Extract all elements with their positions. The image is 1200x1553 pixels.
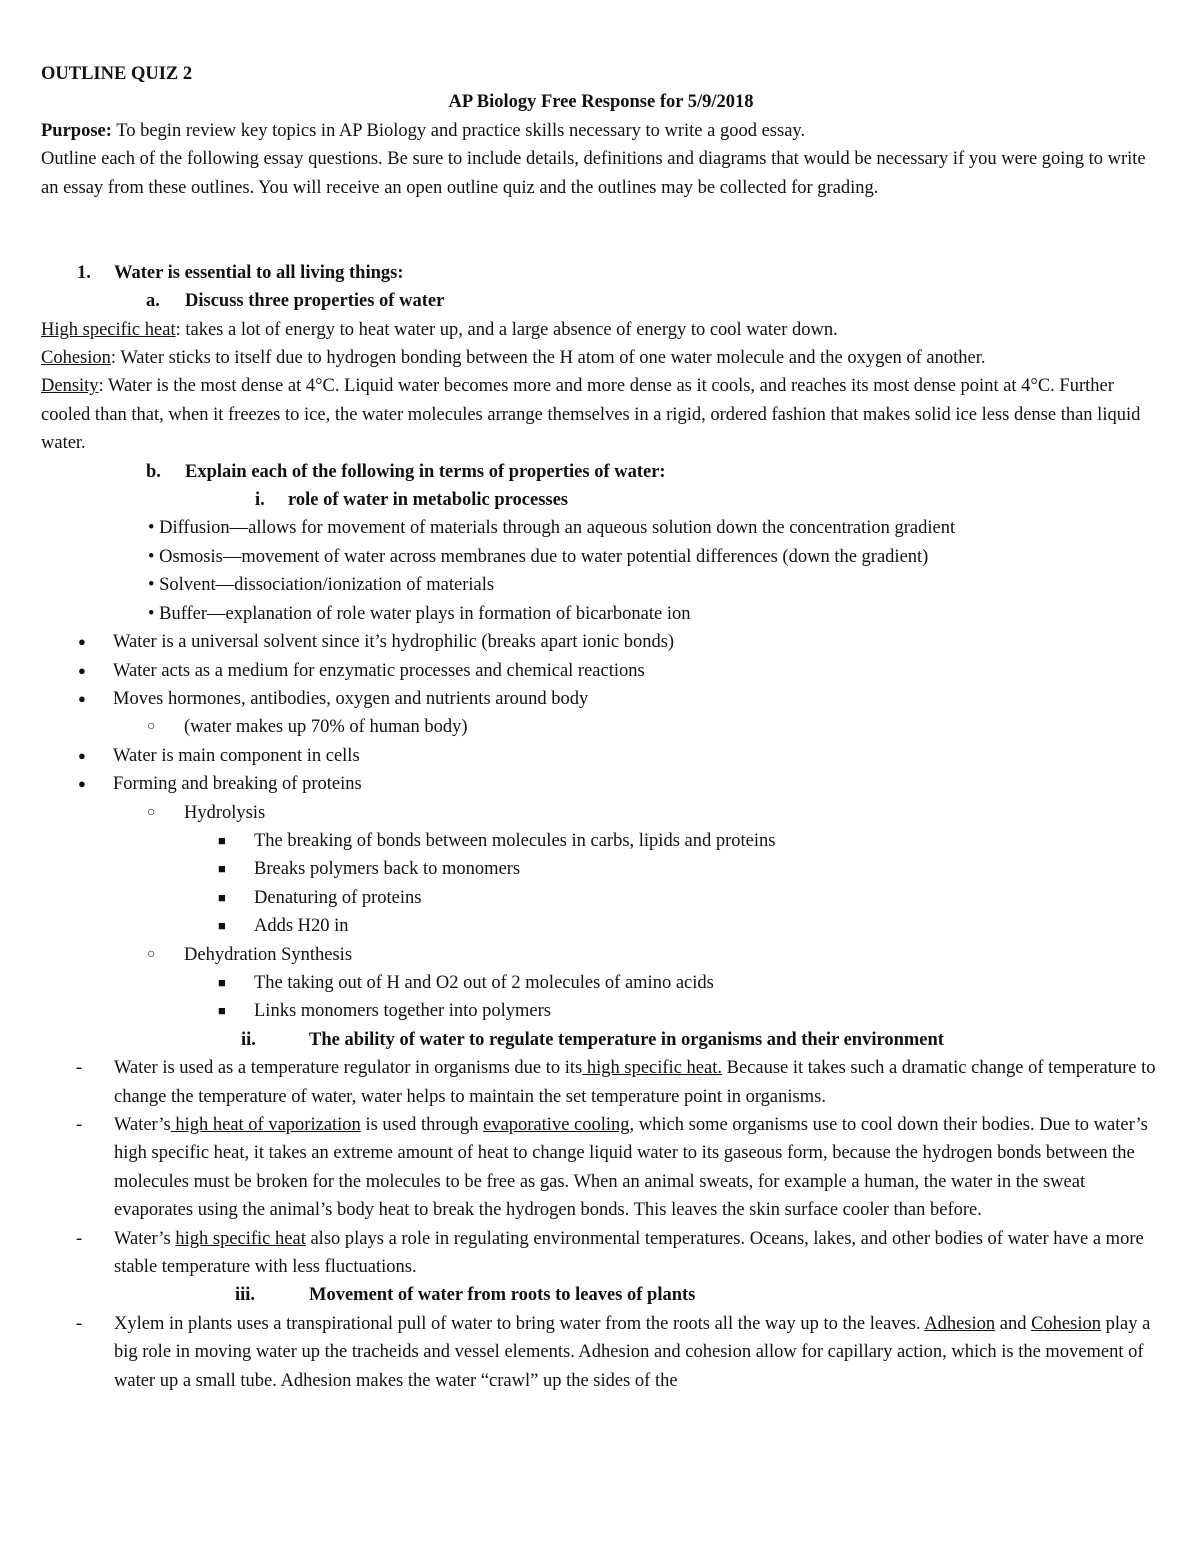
purpose-line	[41, 117, 1161, 145]
bullet-text: Water is a universal solvent since it’s hydrophilic (breaks apart ionic bonds)	[113, 632, 675, 653]
sub-sub-bullet-text: The breaking of bonds between molecules in carbs, lipids and proteins	[254, 830, 776, 851]
property-density	[41, 372, 1161, 457]
bullet-item	[41, 770, 1161, 798]
subpart-iii-text: Movement of water from roots to leaves of plants	[309, 1285, 696, 1306]
document-page	[41, 60, 1161, 1395]
sub-sub-bullet-item	[41, 855, 1161, 883]
subpart-ii-title	[41, 1026, 1161, 1054]
paragraph-text: Water’s	[114, 1115, 171, 1136]
circle-bullet-icon: ○	[147, 719, 156, 735]
property-high-specific-heat	[41, 316, 1161, 344]
sub-sub-bullet-item	[41, 827, 1161, 855]
sub-sub-bullet-text: Adds H20 in	[254, 916, 349, 937]
property-term: Cohesion	[41, 348, 111, 369]
instructions: Outline each of the following essay questions. Be sure to include details, definitions and diagrams that would be necessary if you were going to write an essay from these outlines. You will receive an open outline quiz and the outlines may be collected for grading.	[41, 149, 1146, 198]
bullet-item	[41, 657, 1161, 685]
subpart-ii-label: ii.	[241, 1029, 256, 1050]
paragraph-text: and	[995, 1313, 1032, 1334]
sub-bullet-text: Dehydration Synthesis	[184, 944, 353, 965]
underlined-term: high specific heat	[175, 1228, 306, 1249]
dash-marker: -	[76, 1058, 83, 1079]
subpart-iii-title	[41, 1281, 1161, 1309]
property-text: : Water sticks to itself due to hydrogen bonding between the H atom of one water molecule and the oxygen of another.	[110, 348, 986, 369]
bullet-item	[41, 742, 1161, 770]
bullet-icon: ●	[78, 747, 86, 763]
sub-bullet-text: (water makes up 70% of human body)	[184, 717, 468, 738]
part-b-title	[41, 458, 1161, 486]
property-text: : Water is the most dense at 4°C. Liquid water becomes more and more dense as it cools, and reaches its most dense point at 4°C. Further cooled than that, when it freezes to ice, the water molecules arrange themselves in a rigid, ordered fashion that makes solid ice less dense than liquid water.	[41, 376, 1141, 454]
sub-sub-bullet-item	[41, 884, 1161, 912]
paragraph-text: Because it takes such a dramatic change of temperature to change the temperature of water, water helps to maintain the set temperature point in organisms.	[114, 1058, 1156, 1107]
sub-bullet-item	[41, 941, 1161, 969]
bullet-item	[41, 628, 1161, 656]
bullet-text: Water is main component in cells	[113, 745, 360, 766]
circle-bullet-icon: ○	[147, 946, 156, 962]
sub-sub-bullet-item	[41, 969, 1161, 997]
subpart-iii-label: iii.	[235, 1285, 256, 1306]
sub-sub-bullet-item	[41, 912, 1161, 940]
square-bullet-icon: ■	[218, 832, 226, 848]
sub-sub-bullet-text: Denaturing of proteins	[254, 887, 422, 908]
dash-paragraph	[41, 1054, 1161, 1111]
part-b-text: Explain each of the following in terms of properties of water:	[185, 461, 666, 482]
square-bullet-icon: ■	[218, 861, 226, 877]
sub-bullet-item	[41, 799, 1161, 827]
underlined-term: high heat of vaporization	[170, 1115, 361, 1136]
sub-bullet-text: Hydrolysis	[184, 802, 266, 823]
paragraph-text: also plays a role in regulating environmental temperatures. Oceans, lakes, and other bodies of water have a more stable temperature with less fluctuations.	[114, 1228, 1144, 1278]
underlined-term: high specific heat.	[582, 1058, 722, 1079]
part-a-label: a.	[146, 291, 160, 312]
property-text: : takes a lot of energy to heat water up, and a large absence of energy to cool water down.	[175, 319, 838, 340]
part-a-title	[41, 287, 1161, 315]
property-cohesion	[41, 344, 1161, 372]
subpart-i-label: i.	[255, 490, 265, 511]
paragraph-text: Water is used as a temperature regulator in organisms due to its	[114, 1058, 583, 1079]
circle-bullet-icon: ○	[147, 804, 156, 820]
subpart-i-title	[41, 486, 1161, 514]
bullet-text: Moves hormones, antibodies, oxygen and nutrients around body	[113, 688, 589, 709]
dash-paragraph	[41, 1111, 1161, 1225]
square-bullet-icon: ■	[218, 918, 226, 934]
dash-marker: -	[76, 1313, 83, 1334]
metabolic-point: • Osmosis—movement of water across membranes due to water potential differences (down the gradient)	[148, 546, 929, 567]
underlined-term: Cohesion	[1031, 1313, 1101, 1334]
sub-sub-bullet-text: Links monomers together into polymers	[254, 1001, 551, 1022]
square-bullet-icon: ■	[218, 889, 226, 905]
sub-sub-bullet-text: Breaks polymers back to monomers	[254, 859, 521, 880]
paragraph-text: is used through	[360, 1115, 484, 1136]
metabolic-point: • Buffer—explanation of role water plays in formation of bicarbonate ion	[148, 603, 691, 624]
dash-paragraph	[41, 1225, 1161, 1282]
bullet-icon: ●	[78, 690, 86, 706]
underlined-term: evaporative cooling	[483, 1115, 630, 1136]
sub-bullet-item	[41, 713, 1161, 741]
subpart-ii-text: The ability of water to regulate temperature in organisms and their environment	[309, 1029, 944, 1050]
square-bullet-icon: ■	[218, 1003, 226, 1019]
document-title: AP Biology Free Response for 5/9/2018	[448, 92, 754, 113]
sub-sub-bullet-item	[41, 997, 1161, 1025]
bullet-text: Forming and breaking of proteins	[113, 774, 362, 795]
quiz-title: OUTLINE QUIZ 2	[41, 64, 193, 84]
paragraph-text: Water’s	[114, 1228, 176, 1249]
question-1-title	[41, 259, 1161, 287]
part-a-text: Discuss three properties of water	[185, 291, 445, 312]
dash-paragraph	[41, 1310, 1161, 1395]
part-b-label: b.	[146, 461, 161, 482]
paragraph-text: play a big role in moving water up the tracheids and vessel elements. Adhesion and cohesion allow for capillary action, which is the movement of water up a small tube. Adhesion makes the water “crawl” up the sides of the	[114, 1313, 1151, 1391]
bullet-item	[41, 685, 1161, 713]
sub-sub-bullet-text: The taking out of H and O2 out of 2 molecules of amino acids	[254, 972, 714, 993]
square-bullet-icon: ■	[218, 974, 226, 990]
bullet-icon: ●	[78, 634, 86, 650]
metabolic-point: • Diffusion—allows for movement of materials through an aqueous solution down the concentration gradient	[148, 518, 956, 539]
bullet-icon: ●	[78, 662, 86, 678]
property-term: Density	[41, 376, 99, 397]
paragraph-text: , which some organisms use to cool down their bodies. Due to water’s high specific heat, it takes an extreme amount of heat to change liquid water to its gaseous form, because the hydrogen bonds between the molecules must be broken for the molecules to be free as gas. When an animal sweats, for example a human, the water in the sweat evaporates using the animal’s body heat to break the hydrogen bonds. This leaves the skin surface cooler than before.	[114, 1115, 1148, 1221]
dash-marker: -	[76, 1115, 83, 1136]
subpart-i-text: role of water in metabolic processes	[288, 490, 569, 511]
purpose-label: Purpose:	[41, 120, 112, 141]
question-number: 1.	[77, 262, 91, 283]
metabolic-point: • Solvent—dissociation/ionization of materials	[148, 575, 495, 596]
question-1-text: Water is essential to all living things:	[114, 262, 404, 283]
property-term: High specific heat	[41, 319, 176, 340]
purpose-text: To begin review key topics in AP Biology and practice skills necessary to write a good essay.	[111, 120, 806, 141]
underlined-term: Adhesion	[924, 1313, 996, 1334]
paragraph-text: Xylem in plants uses a transpirational pull of water to bring water from the roots all the way up to the leaves.	[114, 1313, 925, 1334]
bullet-text: Water acts as a medium for enzymatic processes and chemical reactions	[113, 660, 645, 681]
dash-marker: -	[76, 1228, 83, 1249]
bullet-icon: ●	[78, 776, 86, 792]
